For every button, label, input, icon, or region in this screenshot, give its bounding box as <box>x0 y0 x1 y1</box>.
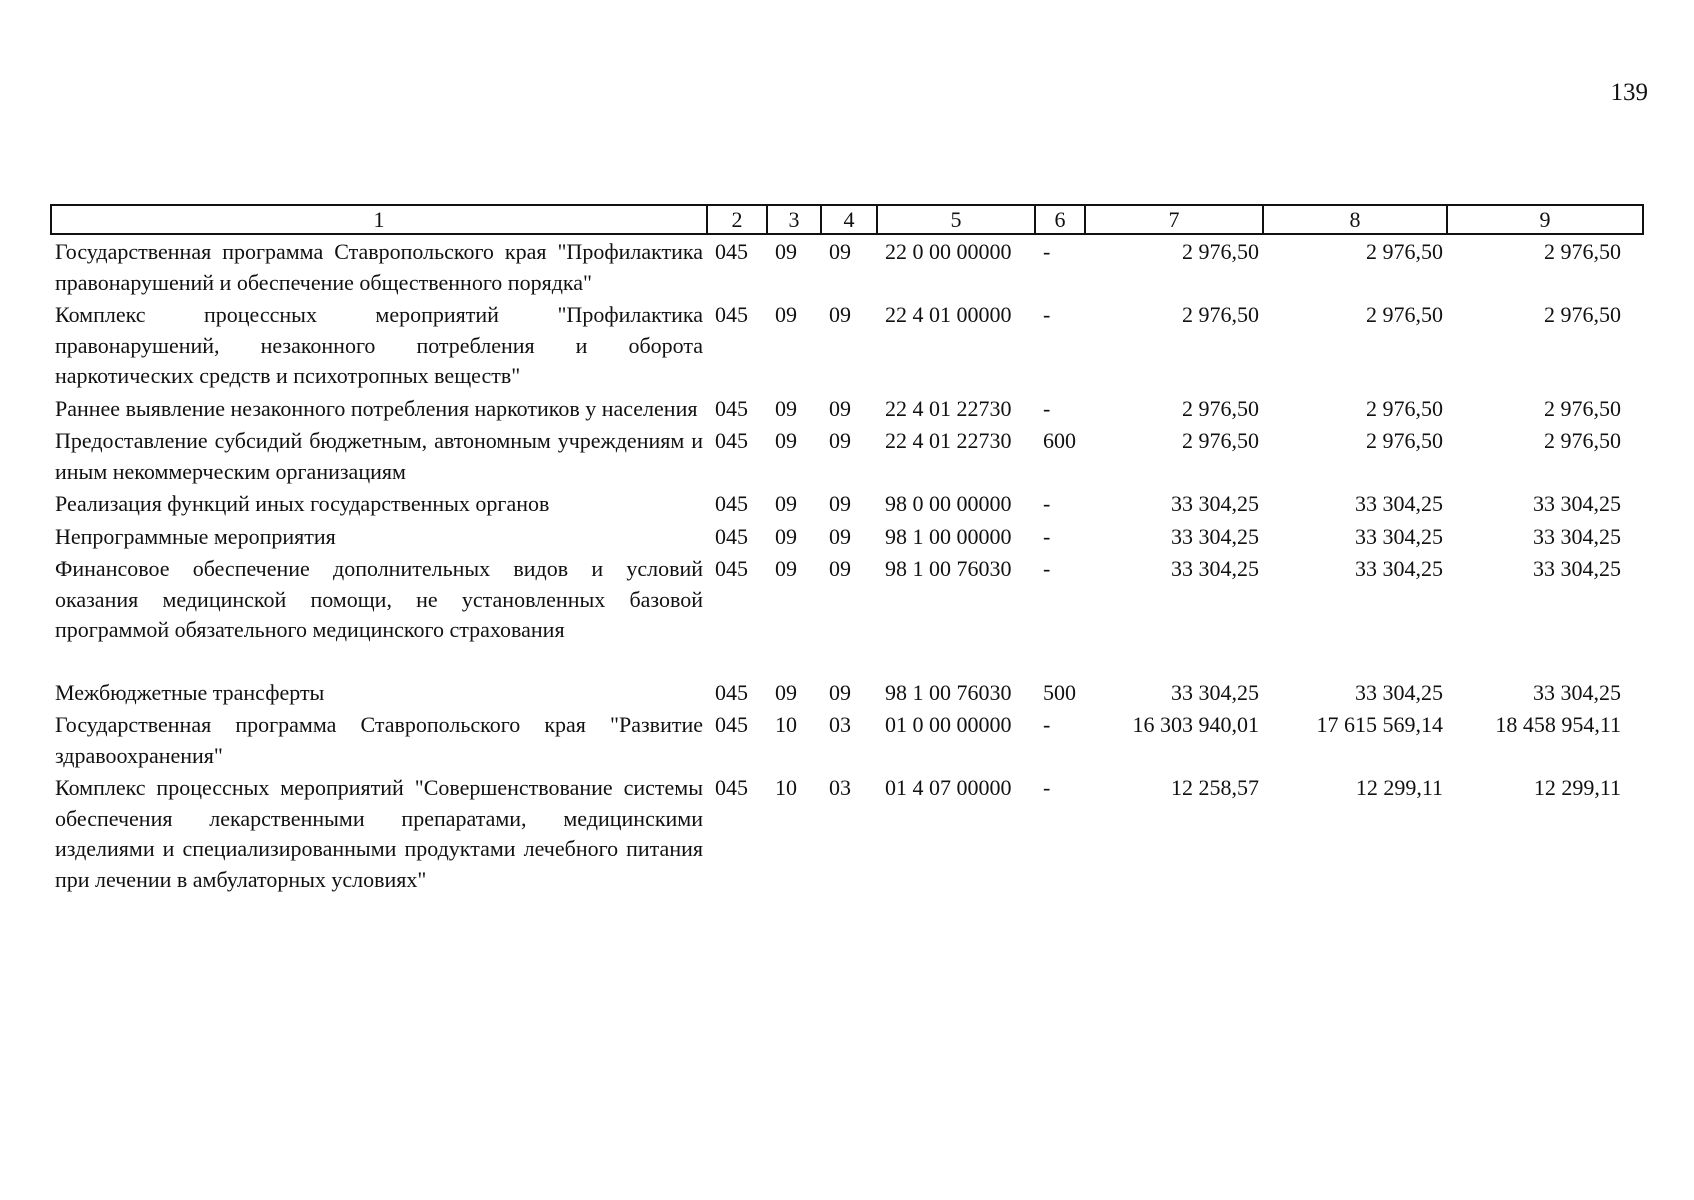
row-amount-9: 33 304,25 <box>1533 556 1621 581</box>
row-code-6: - <box>1043 491 1051 516</box>
row-name: Реализация функций иных государственных органов <box>55 491 550 516</box>
table-row <box>51 708 1643 771</box>
table-row <box>51 487 1643 520</box>
row-name: Межбюджетные трансферты <box>55 679 325 705</box>
row-amount-7: 12 258,57 <box>1171 775 1259 800</box>
header-col-7: 7 <box>1085 205 1263 234</box>
row-amount-7: 33 304,25 <box>1171 679 1259 705</box>
row-code-2: 045 <box>715 302 748 327</box>
row-code-5: 01 0 00 00000 <box>885 712 1012 737</box>
row-amount-8: 33 304,25 <box>1355 523 1443 549</box>
row-amount-7: 16 303 940,01 <box>1132 712 1259 737</box>
header-col-5: 5 <box>877 205 1035 234</box>
row-amount-9: 33 304,25 <box>1533 491 1621 516</box>
row-amount-7: 2 976,50 <box>1182 428 1259 453</box>
row-code-6: - <box>1043 302 1051 327</box>
row-code-5: 22 4 01 00000 <box>885 302 1012 327</box>
row-code-3: 09 <box>775 395 797 421</box>
row-code-4: 09 <box>829 556 851 581</box>
row-name: Непрограммные мероприятия <box>55 523 336 549</box>
row-code-5: 22 4 01 22730 <box>885 395 1012 421</box>
row-amount-9: 33 304,25 <box>1533 523 1621 549</box>
row-amount-9: 2 976,50 <box>1544 302 1621 327</box>
row-code-2: 045 <box>715 523 748 549</box>
row-code-3: 09 <box>775 428 797 453</box>
row-code-3: 09 <box>775 239 797 264</box>
row-name: Государственная программа Ставропольского края "Профилактика правонарушений и обеспечение общественного порядка" <box>55 239 703 295</box>
row-code-2: 045 <box>715 395 748 421</box>
row-code-3: 10 <box>775 775 797 800</box>
header-col-4: 4 <box>821 205 877 234</box>
row-amount-7: 33 304,25 <box>1171 491 1259 516</box>
row-amount-7: 2 976,50 <box>1182 302 1259 327</box>
table-row <box>51 646 1643 709</box>
row-code-2: 045 <box>715 491 748 516</box>
header-col-2: 2 <box>707 205 767 234</box>
row-code-4: 03 <box>829 712 851 737</box>
header-col-3: 3 <box>767 205 821 234</box>
row-amount-8: 2 976,50 <box>1366 302 1443 327</box>
row-code-6: - <box>1043 775 1051 800</box>
row-amount-9: 2 976,50 <box>1544 395 1621 421</box>
table-row <box>51 392 1643 425</box>
row-amount-7: 2 976,50 <box>1182 395 1259 421</box>
budget-table <box>50 204 1644 895</box>
table-row <box>51 771 1643 895</box>
table-row <box>51 424 1643 487</box>
row-code-4: 09 <box>829 302 851 327</box>
header-col-6: 6 <box>1035 205 1085 234</box>
row-name: Предоставление субсидий бюджетным, автономным учреждениям и иным некоммерческим организациям <box>55 428 703 484</box>
row-code-5: 98 1 00 76030 <box>885 679 1012 705</box>
row-amount-8: 33 304,25 <box>1355 679 1443 705</box>
row-code-2: 045 <box>715 712 748 737</box>
row-amount-8: 2 976,50 <box>1366 428 1443 453</box>
row-amount-8: 33 304,25 <box>1355 556 1443 581</box>
row-code-2: 045 <box>715 239 748 264</box>
row-amount-7: 33 304,25 <box>1171 523 1259 549</box>
row-code-4: 09 <box>829 491 851 516</box>
row-amount-8: 2 976,50 <box>1366 239 1443 264</box>
header-col-1: 1 <box>51 205 707 234</box>
row-code-5: 98 1 00 76030 <box>885 556 1012 581</box>
row-amount-9: 2 976,50 <box>1544 428 1621 453</box>
row-code-3: 09 <box>775 679 797 705</box>
table-row <box>51 298 1643 392</box>
row-code-6: 500 <box>1043 679 1076 705</box>
row-name: Комплекс процессных мероприятий "Профилактика правонарушений, незаконного потребления и оборота наркотических средств и психотропных веществ" <box>55 302 703 388</box>
row-code-4: 03 <box>829 775 851 800</box>
row-amount-8: 2 976,50 <box>1366 395 1443 421</box>
row-code-3: 10 <box>775 712 797 737</box>
row-code-6: - <box>1043 239 1051 264</box>
row-code-3: 09 <box>775 556 797 581</box>
page-number: 139 <box>1610 79 1648 106</box>
row-name: Государственная программа Ставропольского края "Развитие здравоохранения" <box>55 712 703 768</box>
row-code-4: 09 <box>829 239 851 264</box>
row-code-4: 09 <box>829 523 851 549</box>
row-code-3: 09 <box>775 523 797 549</box>
table-header-row <box>51 205 1643 234</box>
table-row <box>51 520 1643 553</box>
row-code-5: 98 0 00 00000 <box>885 491 1012 516</box>
row-code-5: 22 0 00 00000 <box>885 239 1012 264</box>
row-amount-8: 12 299,11 <box>1355 775 1443 800</box>
row-name: Финансовое обеспечение дополнительных видов и условий оказания медицинской помощи, не установленных базовой программой обязательного медицинского страхования <box>55 556 703 642</box>
row-name: Раннее выявление незаконного потребления наркотиков у населения <box>55 395 698 421</box>
row-code-6: - <box>1043 395 1051 421</box>
row-amount-7: 2 976,50 <box>1182 239 1259 264</box>
row-amount-8: 33 304,25 <box>1355 491 1443 516</box>
row-code-5: 22 4 01 22730 <box>885 428 1012 453</box>
table-row <box>51 234 1643 298</box>
row-code-3: 09 <box>775 302 797 327</box>
row-code-4: 09 <box>829 395 851 421</box>
row-code-4: 09 <box>829 428 851 453</box>
row-amount-7: 33 304,25 <box>1171 556 1259 581</box>
row-code-4: 09 <box>829 679 851 705</box>
row-code-2: 045 <box>715 428 748 453</box>
row-code-5: 01 4 07 00000 <box>885 775 1012 800</box>
row-code-6: 600 <box>1043 428 1076 453</box>
header-col-8: 8 <box>1263 205 1447 234</box>
row-code-2: 045 <box>715 556 748 581</box>
row-code-6: - <box>1043 712 1051 737</box>
row-code-6: - <box>1043 523 1051 549</box>
header-col-9: 9 <box>1447 205 1643 234</box>
row-amount-9: 2 976,50 <box>1544 239 1621 264</box>
table-row <box>51 552 1643 646</box>
row-amount-9: 12 299,11 <box>1533 775 1621 800</box>
row-name: Комплекс процессных мероприятий "Совершенствование системы обеспечения лекарственными препаратами, медицинскими изделиями и специализированными продуктами лечебного питания при лечении в амбулаторных условиях" <box>55 775 703 892</box>
row-code-6: - <box>1043 556 1051 581</box>
row-amount-9: 33 304,25 <box>1533 679 1621 705</box>
row-amount-9: 18 458 954,11 <box>1495 712 1621 737</box>
row-code-2: 045 <box>715 775 748 800</box>
row-code-5: 98 1 00 00000 <box>885 523 1012 549</box>
row-code-3: 09 <box>775 491 797 516</box>
row-code-2: 045 <box>715 679 748 705</box>
row-amount-8: 17 615 569,14 <box>1316 712 1443 737</box>
